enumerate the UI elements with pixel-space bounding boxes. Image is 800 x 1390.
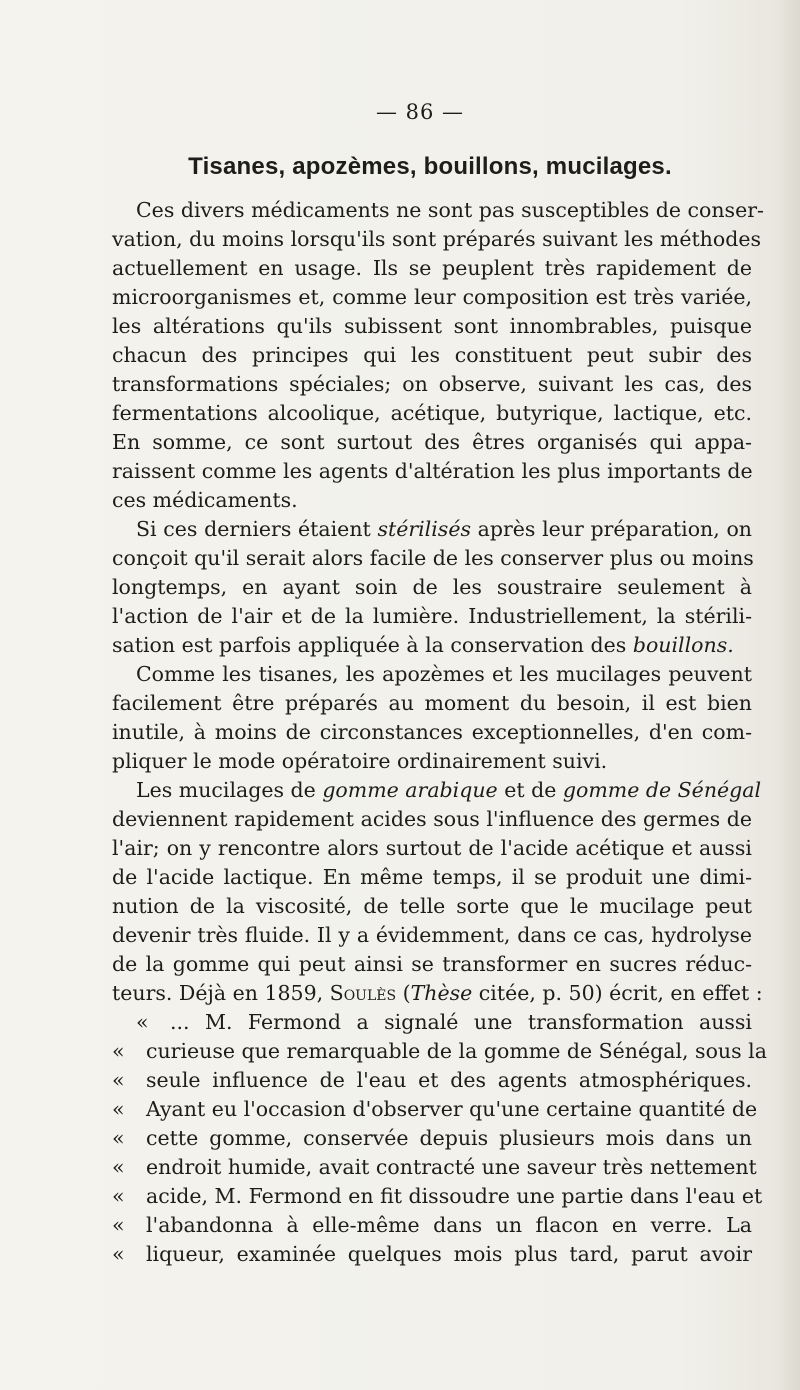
quote-text: Ayant eu l'occasion d'observer qu'une certaine quantité de <box>146 1097 758 1121</box>
p4-line-1 <box>136 776 762 804</box>
quote-text: acide, M. Fermond en fit dissoudre une partie dans l'eau et <box>146 1184 763 1208</box>
p4-line-2: deviennent rapidement acides sous l'influence des germes de <box>112 807 752 831</box>
quote-mark: « <box>112 1126 125 1150</box>
p3-line-3: inutile, à moins de circonstances exceptionnelles, d'en com- <box>112 720 752 744</box>
p4-line-5: nution de la viscosité, de telle sorte que le mucilage peut <box>112 894 752 918</box>
quote-mark: « <box>112 1184 125 1208</box>
quote-line-2 <box>112 1037 767 1065</box>
p4-l1-b: et de <box>497 778 563 802</box>
quote-line-5 <box>112 1124 752 1152</box>
p4-l8-a: teurs. Déjà en 1859, <box>112 981 330 1005</box>
p1-line-1: Ces divers médicaments ne sont pas susceptibles de conser- <box>136 198 764 222</box>
p1-line-6: chacun des principes qui les constituent peut subir des <box>112 343 752 367</box>
quote-mark: « <box>112 1068 125 1092</box>
quote-line-7 <box>112 1182 763 1210</box>
quote-text: seule influence de l'eau et des agents atmosphériques. <box>146 1068 752 1092</box>
p2-line-4: l'action de l'air et de la lumière. Industriellement, la stérili- <box>112 604 752 628</box>
p4-l1-emphasis-2: gomme de Sénégal <box>562 778 762 802</box>
p1-line-11: ces médicaments. <box>112 488 298 512</box>
p1-line-3: actuellement en usage. Ils se peuplent très rapidement de <box>112 256 752 280</box>
p2-l1-emphasis: stérilisés <box>377 517 471 541</box>
p1-line-8: fermentations alcoolique, acétique, butyrique, lactique, etc. <box>112 401 752 425</box>
p3-line-4: pliquer le mode opératoire ordinairement suivi. <box>112 749 608 773</box>
p4-l1-a: Les mucilages de <box>136 778 323 802</box>
p2-l5-a: sation est parfois appliquée à la conservation des <box>112 633 633 657</box>
page-number: — 86 — <box>375 100 465 124</box>
quote-line-4 <box>112 1095 758 1123</box>
p2-line-2: conçoit qu'il serait alors facile de les conserver plus ou moins <box>112 546 754 570</box>
p4-line-3: l'air; on y rencontre alors surtout de l'acide acétique et aussi <box>112 836 752 860</box>
quote-text: liqueur, examinée quelques mois plus tard, parut avoir <box>146 1242 752 1266</box>
author-name: Soulès <box>329 981 397 1005</box>
p2-l1-a: Si ces derniers étaient <box>136 517 378 541</box>
p2-l5-emphasis: bouillons. <box>632 633 734 657</box>
p3-line-2: facilement être préparés au moment du besoin, il est bien <box>112 691 752 715</box>
quote-line-9 <box>112 1240 752 1268</box>
p2-line-3: longtemps, en ayant soin de les soustraire seulement à <box>112 575 752 599</box>
p4-l8-b: citée, p. 50) écrit, en effet : <box>472 981 763 1005</box>
p2-l1-b: après leur préparation, on <box>470 517 752 541</box>
p1-line-9: En somme, ce sont surtout des êtres organisés qui appa- <box>112 430 752 454</box>
quote-text: curieuse que remarquable de la gomme de Sénégal, sous la <box>146 1039 767 1063</box>
p4-l8-paren: ( <box>396 981 411 1005</box>
quote-mark: « <box>112 1097 125 1121</box>
quote-line-1 <box>136 1008 752 1036</box>
quote-mark: « <box>136 1010 149 1034</box>
quote-mark: « <box>112 1155 125 1179</box>
quote-first-text: ... M. Fermond a signalé une transformation aussi <box>170 1010 752 1034</box>
p1-line-10: raissent comme les agents d'altération les plus importants de <box>112 459 753 483</box>
quote-mark: « <box>112 1242 125 1266</box>
p1-line-7: transformations spéciales; on observe, suivant les cas, des <box>112 372 752 396</box>
quote-text: endroit humide, avait contracté une saveur très nettement <box>146 1155 757 1179</box>
p4-line-8 <box>112 979 763 1007</box>
p4-line-6: devenir très fluide. Il y a évidemment, dans ce cas, hydrolyse <box>112 923 752 947</box>
quote-text: l'abandonna à elle-même dans un flacon en verre. La <box>146 1213 752 1237</box>
p2-line-1 <box>136 515 752 543</box>
quote-mark: « <box>112 1213 125 1237</box>
p1-line-2: vation, du moins lorsqu'ils sont préparés suivant les méthodes <box>112 227 762 251</box>
quote-text: cette gomme, conservée depuis plusieurs mois dans un <box>146 1126 752 1150</box>
p4-l8-emphasis: Thèse <box>410 981 473 1005</box>
quote-line-3 <box>112 1066 752 1094</box>
p1-line-5: les altérations qu'ils subissent sont innombrables, puisque <box>112 314 752 338</box>
p4-line-7: de la gomme qui peut ainsi se transformer en sucres réduc- <box>112 952 752 976</box>
quote-line-8 <box>112 1211 752 1239</box>
p1-line-4: microorganismes et, comme leur composition est très variée, <box>112 285 752 309</box>
p2-line-5 <box>112 631 752 659</box>
quote-mark: « <box>112 1039 125 1063</box>
quote-line-6 <box>112 1153 757 1181</box>
p4-line-4: de l'acide lactique. En même temps, il se produit une dimi- <box>112 865 752 889</box>
p3-line-1: Comme les tisanes, les apozèmes et les mucilages peuvent <box>136 662 752 686</box>
section-heading: Tisanes, apozèmes, bouillons, mucilages. <box>188 153 672 180</box>
p4-l1-emphasis-1: gomme arabique <box>322 778 498 802</box>
